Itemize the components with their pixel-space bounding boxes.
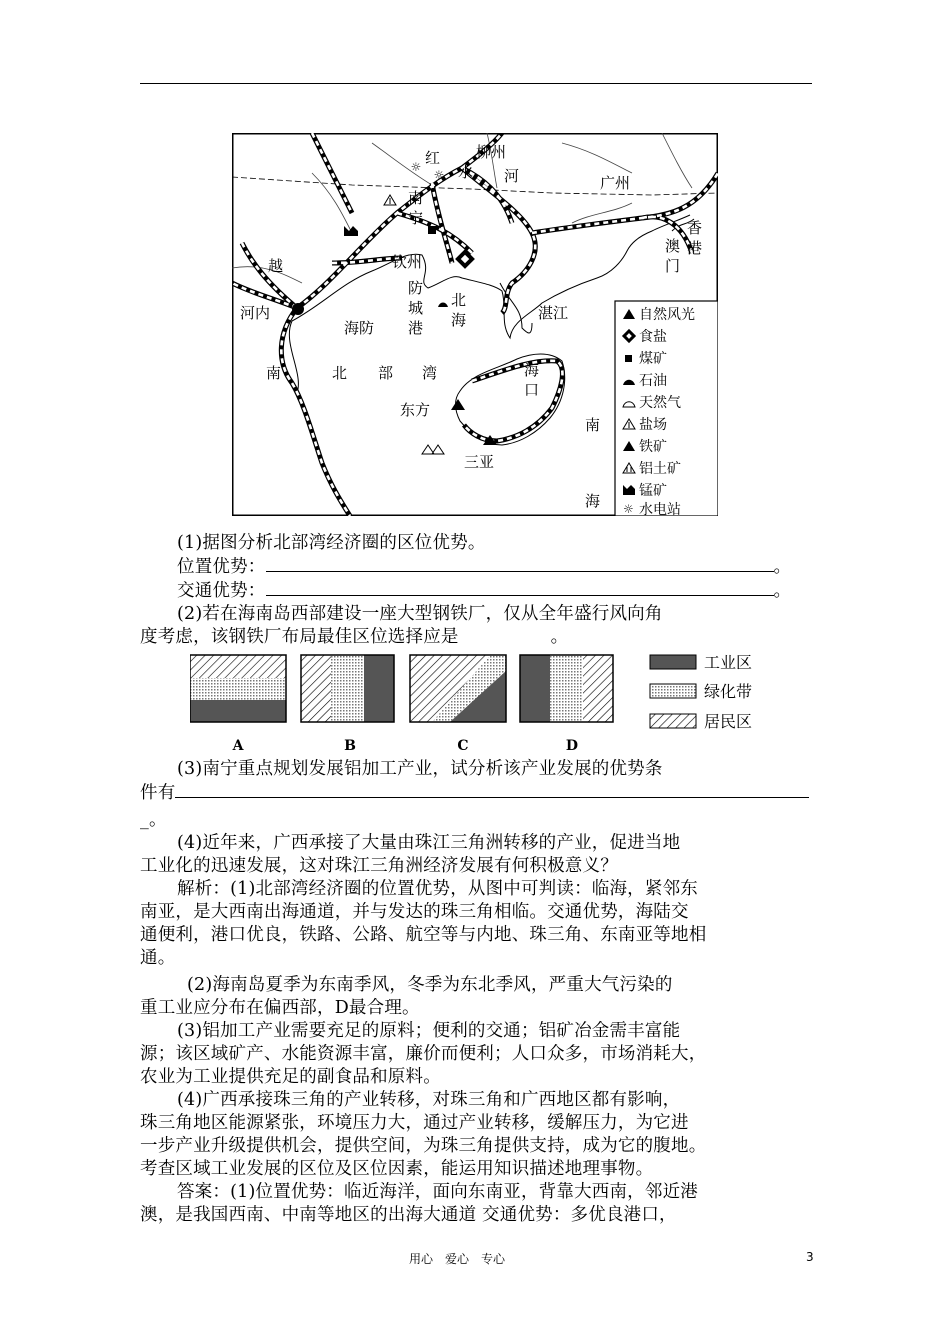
label-gulf-bei: 北 — [332, 364, 348, 382]
label-southsea-hai: 海 — [585, 492, 601, 510]
label-sanya: 三亚 — [464, 453, 495, 471]
label-gang: 港 — [687, 239, 703, 257]
analysis-p2-l1: (2)海南岛夏季为东南季风，冬季为东北季风，严重大气污染的 — [187, 975, 673, 995]
page-number: 3 — [806, 1250, 814, 1264]
label-hanoi: 河内 — [240, 304, 271, 322]
label-fanggang: 港 — [408, 319, 424, 337]
label-shui: 水 — [458, 163, 474, 181]
label-kou: 口 — [524, 381, 540, 399]
analysis-p4-l1: (4)广西承接珠三角的产业转移，对珠三角和广西地区都有影响， — [177, 1090, 681, 1110]
q3-line1: (3)南宁重点规划发展铝加工产业，试分析该产业发展的优势条 — [177, 759, 663, 779]
option-d-label: D — [565, 738, 579, 754]
label-beihai: 海 — [451, 311, 467, 329]
label-zhanjiang: 湛江 — [538, 304, 569, 322]
label-qinzhou: 钦州 — [392, 253, 423, 271]
q4-line1: (4)近年来，广西承接了大量由珠江三角洲转移的产业，促进当地 — [177, 833, 681, 853]
label-gulf-bu: 部 — [378, 364, 394, 382]
legend-oil: 石油 — [639, 373, 667, 389]
option-a-diagram — [190, 655, 286, 722]
q1-pos-label: 位置优势： — [177, 557, 266, 577]
legend-greenbelt: 绿化带 — [704, 682, 753, 701]
q1-text: (1)据图分析北部湾经济圈的区位优势。 — [177, 533, 486, 553]
option-b-diagram — [301, 655, 394, 722]
map-legend — [615, 301, 718, 516]
label-he: 河 — [504, 167, 520, 185]
legend-saltfield: 盐场 — [639, 417, 667, 433]
header-rule — [140, 83, 812, 84]
q3-line2: 件有 — [140, 783, 176, 803]
label-nan: 南 — [408, 189, 424, 207]
label-haiphong: 海防 — [344, 319, 375, 337]
hydro-icon: ☼ — [623, 502, 634, 516]
option-c-label: C — [457, 738, 469, 754]
label-dongfang: 东方 — [400, 401, 431, 419]
footer-motto: 用心 爱心 专心 — [409, 1252, 506, 1266]
legend-bauxite: 铝土矿 — [639, 461, 681, 477]
q2-line2: 度考虑，该钢铁厂布局最佳区位选择应是 — [140, 627, 459, 647]
label-xiang: 香 — [687, 219, 703, 237]
option-c-diagram — [410, 655, 506, 722]
legend-hydro: 水电站 — [639, 502, 681, 516]
analysis-p1-l1: 解析：(1)北部湾经济圈的位置优势，从图中可判读：临海，紧邻东 — [177, 879, 698, 899]
label-bei: 北 — [451, 291, 467, 309]
q2-line1: (2)若在海南岛西部建设一座大型钢铁厂，仅从全年盛行风向角 — [177, 604, 663, 624]
label-guangzhou: 广州 — [600, 174, 631, 192]
label-ao: 澳 — [665, 237, 681, 255]
zone-legend — [650, 653, 752, 731]
legend-coal: 煤矿 — [639, 351, 667, 367]
legend-industrial: 工业区 — [704, 653, 753, 672]
label-gulf-wan: 湾 — [422, 364, 438, 382]
legend-salt: 食盐 — [639, 329, 667, 345]
label-hai: 海 — [524, 361, 540, 379]
legend-scenery: 自然风光 — [639, 307, 695, 323]
svg-text:☼: ☼ — [433, 168, 445, 182]
answer-l2: 澳，是我国西南、中南等地区的出海大通道 交通优势：多优良港口， — [140, 1205, 677, 1225]
label-liuzhou: 柳州 — [476, 143, 507, 161]
label-cheng: 城 — [408, 299, 424, 317]
label-yue: 越 — [268, 257, 284, 275]
q4-line2: 工业化的迅速发展，这对珠江三角洲经济发展有何积极意义？ — [140, 856, 618, 876]
label-fang: 防 — [408, 279, 424, 297]
label-southsea-nan: 南 — [585, 416, 601, 434]
svg-text:☼: ☼ — [410, 160, 422, 174]
option-b-label: B — [344, 738, 356, 754]
option-d-diagram — [520, 655, 613, 722]
label-hong: 红 — [425, 149, 441, 167]
beibu-gulf-map — [232, 133, 718, 516]
option-a-label: A — [232, 738, 244, 754]
label-ning: 宁 — [408, 209, 424, 227]
legend-residential: 居民区 — [704, 712, 753, 731]
analysis-p3-l1: (3)铝加工产业需要充足的原料；便利的交通；铝矿冶金需丰富能 — [177, 1021, 681, 1041]
answer-l1: 答案：(1)位置优势：临近海洋，面向东南亚，背靠大西南，邻近港 — [177, 1182, 698, 1202]
q1-traffic-label: 交通优势： — [177, 581, 266, 601]
q1-pos-blank — [266, 555, 774, 572]
questions-3-4-analysis: (3)南宁重点规划发展铝加工产业，试分析该产业发展的优势条 件有 _。 (4)近年来，广西承接了大量由珠江三角洲转移的产业，促进当地 工业化的迅速发展，这对珠江三角洲经济发展有何积极意义？ 解析：(1)北部湾经济圈的位置优势，从图中可判读：临海，紧邻东 南亚，是大西南出海通道，并与发达的珠三角相临。交通优势，海陆交 通便利，港口优良，铁路、公路、航空等与内地、珠三角、东南亚等地相 通。 (2)海南岛夏季为东南季风，冬季为东北季风，严重大气污染的 重工业应分布在偏西部，D最合理。 (3)铝加工产业需要充足的原料；便利的交通；铝矿冶金需丰富能 源；该区域矿产、水能资源丰富，廉价而便利；人口众多，市场消耗大， 农业为工业提供充足的副食品和原料。 (4)广西承接珠三角的产业转移，对珠三角和广西地区都有影响， 珠三角地区能源紧张，环境压力大，通过产业转移，缓解压力，为它进 一步产业升级提供机会，提供空间，为珠三角提供支持，成为它的腹地。 考查区域工业发展的区位及区位因素，能运用知识描述地理事物。 答案：(1)位置优势：临近海洋，面向东南亚，背靠大西南，邻近港 澳，是我国西南、中南等地区的出海大通道 交通优势：多优良港口， — [140, 758, 812, 1227]
legend-manganese: 锰矿 — [639, 483, 667, 499]
label-men: 门 — [665, 257, 681, 275]
zone-options-figure — [190, 653, 810, 757]
legend-iron: 铁矿 — [639, 439, 667, 455]
legend-gas: 天然气 — [639, 395, 681, 411]
q1-traffic-blank — [266, 579, 774, 596]
q3-blank — [175, 781, 809, 798]
questions-1-2: (1)据图分析北部湾经济圈的区位优势。 位置优势： 。 交通优势： 。 (2)若在海南岛西部建设一座大型钢铁厂，仅从全年盛行风向角 度考虑，该钢铁厂布局最佳区位选择应是 。 — [140, 532, 812, 649]
label-gulf-nan: 南 — [266, 364, 282, 382]
